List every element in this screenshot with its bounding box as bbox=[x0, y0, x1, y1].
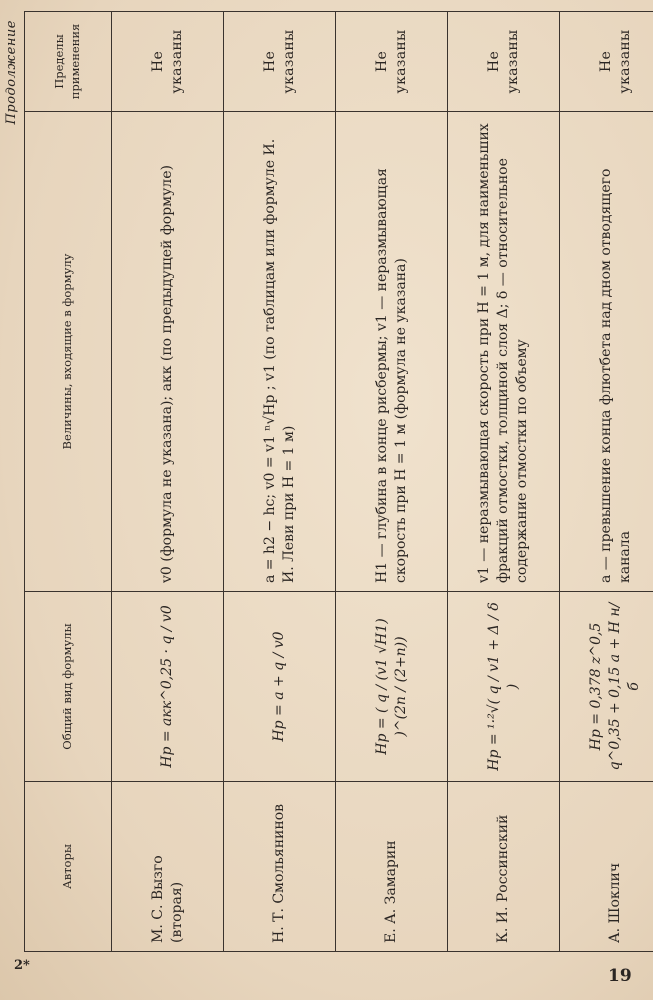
header-variables: Величины, входящие в формулу bbox=[25, 112, 112, 592]
formula-cell: Hр = 0,378 z^0,5 q^0,35 + 0,15 a + H н/б bbox=[560, 592, 653, 782]
formula-cell: Hр = a + q / v0 bbox=[224, 592, 336, 782]
table-row bbox=[112, 12, 224, 952]
table-row bbox=[448, 12, 560, 952]
limits-cell: Не указаны bbox=[448, 12, 560, 112]
author-cell: К. И. Россинский bbox=[448, 782, 560, 952]
variables-cell: a — превышение конца флютбета над дном отводящего канала bbox=[560, 112, 653, 592]
limits-cell: Не указаны bbox=[112, 12, 224, 112]
running-header: Продолжение bbox=[4, 20, 19, 125]
header-formula: Общий вид формулы bbox=[25, 592, 112, 782]
header-authors: Авторы bbox=[25, 782, 112, 952]
signature-mark: 2* bbox=[14, 958, 30, 973]
author-cell: Н. Т. Смольянинов bbox=[224, 782, 336, 952]
limits-cell: Не указаны bbox=[224, 12, 336, 112]
limits-cell: Не указаны bbox=[560, 12, 653, 112]
formula-table bbox=[24, 11, 653, 952]
table-row bbox=[224, 12, 336, 952]
variables-cell: a = h2 − hc; v0 = v1 ⁿ√Hр ; v1 (по таблицам или формуле И. И. Леви при H = 1 м) bbox=[224, 112, 336, 592]
table-header-row bbox=[25, 12, 112, 952]
limits-cell: Не указаны bbox=[336, 12, 448, 112]
variables-cell: H1 — глубина в конце рисбермы; v1 — неразмывающая скорость при H = 1 м (формула не указана) bbox=[336, 112, 448, 592]
author-cell: М. С. Вызго (вторая) bbox=[112, 782, 224, 952]
header-limits: Пределы применения bbox=[25, 12, 112, 112]
formula-cell: Hр = ( q / (v1 √H1) )^(2n / (2+n)) bbox=[336, 592, 448, 782]
variables-cell: v0 (формула не указана); aкк (по предыдущей формуле) bbox=[112, 112, 224, 592]
formula-cell: Hр = aкк^0,25 · q / v0 bbox=[112, 592, 224, 782]
table-row bbox=[336, 12, 448, 952]
author-cell: А. Шоклич bbox=[560, 782, 653, 952]
author-cell: Е. А. Замарин bbox=[336, 782, 448, 952]
table-row bbox=[560, 12, 653, 952]
page-number: 19 bbox=[608, 966, 632, 986]
formula-cell: Hр = ¹·²√( q / v1 + Δ / δ ) bbox=[448, 592, 560, 782]
variables-cell: v1 — неразмывающая скорость при H = 1 м, для наименьших фракций отмостки, толщиной слоя Δ; δ — относительное содержание отмостки по объему bbox=[448, 112, 560, 592]
